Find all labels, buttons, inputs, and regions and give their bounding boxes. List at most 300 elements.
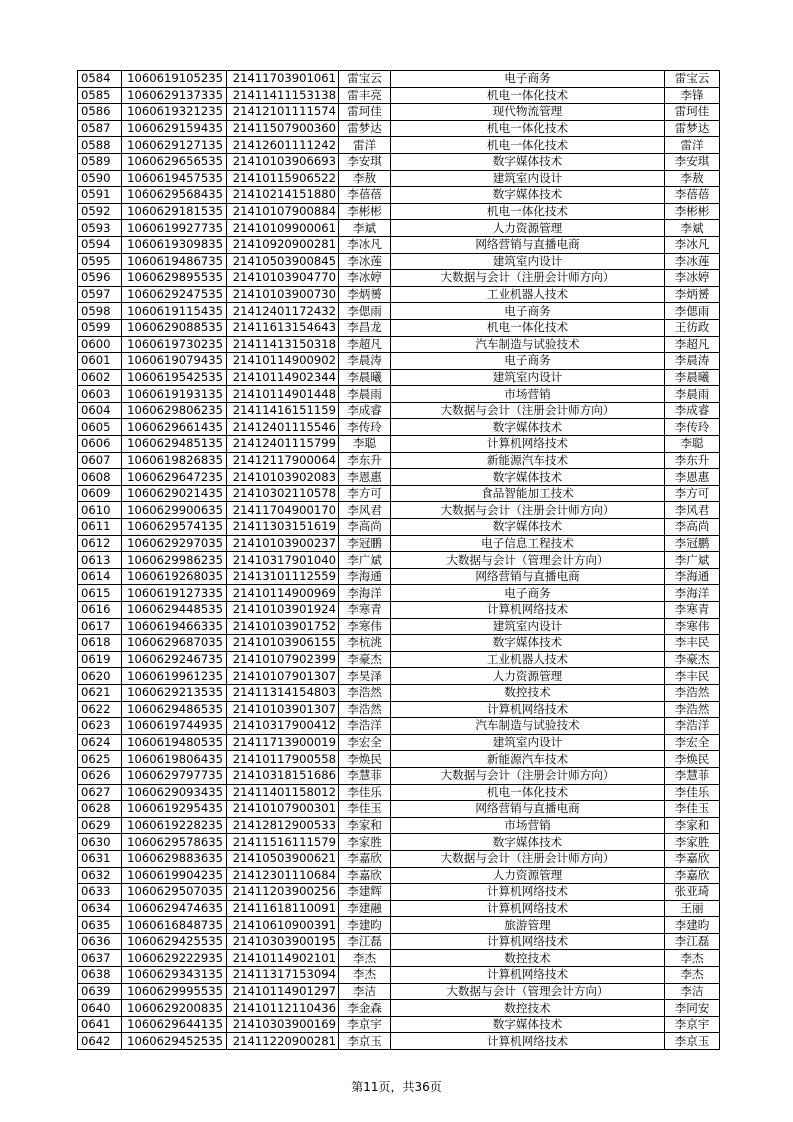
row-exam-id: 1060619295435 bbox=[122, 801, 227, 818]
page-current: 11 bbox=[363, 1080, 379, 1094]
row-student-id: 21410114900969 bbox=[227, 585, 339, 602]
row-signature: 李传玲 bbox=[665, 419, 720, 436]
row-signature: 李京玉 bbox=[665, 1033, 720, 1050]
row-major: 数字媒体技术 bbox=[391, 187, 665, 204]
row-name: 李晨曦 bbox=[339, 369, 391, 386]
row-signature: 李敖 bbox=[665, 170, 720, 187]
row-student-id: 21410109900061 bbox=[227, 220, 339, 237]
row-student-id: 21410107902399 bbox=[227, 651, 339, 668]
table-row bbox=[78, 684, 720, 701]
row-major: 汽车制造与试验技术 bbox=[391, 336, 665, 353]
row-student-id: 21412401115799 bbox=[227, 436, 339, 453]
row-name: 李斌 bbox=[339, 220, 391, 237]
row-seq: 0599 bbox=[78, 319, 122, 336]
row-exam-id: 1060629093435 bbox=[122, 784, 227, 801]
row-name: 李洁 bbox=[339, 983, 391, 1000]
row-exam-id: 1060629661435 bbox=[122, 419, 227, 436]
table-row bbox=[78, 585, 720, 602]
row-name: 李冰凡 bbox=[339, 236, 391, 253]
table-row bbox=[78, 950, 720, 967]
row-student-id: 21410303900195 bbox=[227, 933, 339, 950]
row-student-id: 21411613154643 bbox=[227, 319, 339, 336]
row-major: 数控技术 bbox=[391, 684, 665, 701]
table-row bbox=[78, 187, 720, 204]
row-student-id: 21410103901752 bbox=[227, 618, 339, 635]
table-row bbox=[78, 170, 720, 187]
row-name: 李高尚 bbox=[339, 519, 391, 536]
row-student-id: 21410114902344 bbox=[227, 369, 339, 386]
row-major: 数字媒体技术 bbox=[391, 419, 665, 436]
table-row bbox=[78, 1016, 720, 1033]
row-name: 李东升 bbox=[339, 452, 391, 469]
row-name: 李海通 bbox=[339, 568, 391, 585]
table-row bbox=[78, 436, 720, 453]
row-major: 食品智能加工技术 bbox=[391, 485, 665, 502]
row-exam-id: 1060619806435 bbox=[122, 751, 227, 768]
table-row bbox=[78, 485, 720, 502]
row-seq: 0615 bbox=[78, 585, 122, 602]
row-major: 数字媒体技术 bbox=[391, 1016, 665, 1033]
row-exam-id: 1060629507035 bbox=[122, 884, 227, 901]
row-major: 建筑室内设计 bbox=[391, 618, 665, 635]
row-seq: 0627 bbox=[78, 784, 122, 801]
row-signature: 李慧菲 bbox=[665, 767, 720, 784]
row-student-id: 21410103901924 bbox=[227, 602, 339, 619]
row-student-id: 21410114902101 bbox=[227, 950, 339, 967]
row-major: 数控技术 bbox=[391, 1000, 665, 1017]
row-name: 李昊泽 bbox=[339, 668, 391, 685]
table-row bbox=[78, 104, 720, 121]
row-student-id: 21410117900558 bbox=[227, 751, 339, 768]
table-row bbox=[78, 469, 720, 486]
row-name: 李焕民 bbox=[339, 751, 391, 768]
row-seq: 0609 bbox=[78, 485, 122, 502]
row-student-id: 21410503900845 bbox=[227, 253, 339, 270]
row-student-id: 21410114901448 bbox=[227, 386, 339, 403]
row-major: 大数据与会计（管理会计方向） bbox=[391, 552, 665, 569]
row-seq: 0603 bbox=[78, 386, 122, 403]
row-name: 李佳玉 bbox=[339, 801, 391, 818]
row-name: 李冰莲 bbox=[339, 253, 391, 270]
row-major: 旅游管理 bbox=[391, 917, 665, 934]
row-student-id: 21411703901061 bbox=[227, 71, 339, 88]
row-seq: 0588 bbox=[78, 137, 122, 154]
row-name: 李杰 bbox=[339, 967, 391, 984]
row-name: 李佳乐 bbox=[339, 784, 391, 801]
row-exam-id: 1060629474635 bbox=[122, 900, 227, 917]
row-student-id: 21410103900730 bbox=[227, 286, 339, 303]
row-signature: 李豪杰 bbox=[665, 651, 720, 668]
row-name: 李传玲 bbox=[339, 419, 391, 436]
row-major: 电子信息工程技术 bbox=[391, 535, 665, 552]
row-seq: 0607 bbox=[78, 452, 122, 469]
row-major: 大数据与会计（注册会计师方向） bbox=[391, 502, 665, 519]
row-major: 建筑室内设计 bbox=[391, 170, 665, 187]
row-signature: 李风君 bbox=[665, 502, 720, 519]
row-name: 李安琪 bbox=[339, 153, 391, 170]
row-exam-id: 1060629486535 bbox=[122, 701, 227, 718]
row-exam-id: 1060629986235 bbox=[122, 552, 227, 569]
row-seq: 0594 bbox=[78, 236, 122, 253]
row-major: 电子商务 bbox=[391, 303, 665, 320]
row-signature: 李晨曦 bbox=[665, 369, 720, 386]
row-signature: 张亚琦 bbox=[665, 884, 720, 901]
row-seq: 0635 bbox=[78, 917, 122, 934]
row-exam-id: 1060629181535 bbox=[122, 203, 227, 220]
row-seq: 0626 bbox=[78, 767, 122, 784]
row-signature: 雷珂佳 bbox=[665, 104, 720, 121]
row-exam-id: 1060619105235 bbox=[122, 71, 227, 88]
row-student-id: 21412101111574 bbox=[227, 104, 339, 121]
row-student-id: 21410317901040 bbox=[227, 552, 339, 569]
row-major: 数字媒体技术 bbox=[391, 519, 665, 536]
row-major: 大数据与会计（管理会计方向） bbox=[391, 983, 665, 1000]
row-major: 大数据与会计（注册会计师方向） bbox=[391, 402, 665, 419]
row-name: 雷洋 bbox=[339, 137, 391, 154]
row-student-id: 21410103900237 bbox=[227, 535, 339, 552]
row-student-id: 21410317900412 bbox=[227, 718, 339, 735]
row-name: 雷珂佳 bbox=[339, 104, 391, 121]
row-seq: 0593 bbox=[78, 220, 122, 237]
row-major: 电子商务 bbox=[391, 353, 665, 370]
row-signature: 李彬彬 bbox=[665, 203, 720, 220]
row-exam-id: 1060629247535 bbox=[122, 286, 227, 303]
row-student-id: 21411618110091 bbox=[227, 900, 339, 917]
row-major: 建筑室内设计 bbox=[391, 253, 665, 270]
row-seq: 0595 bbox=[78, 253, 122, 270]
row-name: 李成睿 bbox=[339, 402, 391, 419]
row-student-id: 21411507900360 bbox=[227, 120, 339, 137]
row-major: 市场营销 bbox=[391, 817, 665, 834]
table-body bbox=[78, 71, 720, 1050]
row-major: 计算机网络技术 bbox=[391, 933, 665, 950]
row-signature: 李冰凡 bbox=[665, 236, 720, 253]
row-name: 李浩然 bbox=[339, 684, 391, 701]
table-row bbox=[78, 236, 720, 253]
table-row bbox=[78, 71, 720, 88]
row-signature: 李冰婷 bbox=[665, 270, 720, 287]
table-row bbox=[78, 850, 720, 867]
row-signature: 李宏全 bbox=[665, 734, 720, 751]
row-seq: 0633 bbox=[78, 884, 122, 901]
row-student-id: 21410114900902 bbox=[227, 353, 339, 370]
row-name: 李晨雨 bbox=[339, 386, 391, 403]
row-major: 数字媒体技术 bbox=[391, 834, 665, 851]
table-row bbox=[78, 535, 720, 552]
row-exam-id: 1060629343135 bbox=[122, 967, 227, 984]
row-exam-id: 1060619228235 bbox=[122, 817, 227, 834]
table-row bbox=[78, 353, 720, 370]
row-seq: 0619 bbox=[78, 651, 122, 668]
row-seq: 0589 bbox=[78, 153, 122, 170]
row-exam-id: 1060629425535 bbox=[122, 933, 227, 950]
row-exam-id: 1060619927735 bbox=[122, 220, 227, 237]
row-exam-id: 1060619826835 bbox=[122, 452, 227, 469]
row-student-id: 21410103906155 bbox=[227, 635, 339, 652]
row-student-id: 21410303900169 bbox=[227, 1016, 339, 1033]
table-row bbox=[78, 1033, 720, 1050]
row-signature: 李浩然 bbox=[665, 701, 720, 718]
row-exam-id: 1060619961235 bbox=[122, 668, 227, 685]
table-row bbox=[78, 651, 720, 668]
row-seq: 0592 bbox=[78, 203, 122, 220]
row-major: 网络营销与直播电商 bbox=[391, 236, 665, 253]
row-name: 李嘉欣 bbox=[339, 867, 391, 884]
row-exam-id: 1060629644135 bbox=[122, 1016, 227, 1033]
row-exam-id: 1060629200835 bbox=[122, 1000, 227, 1017]
row-signature: 李东升 bbox=[665, 452, 720, 469]
row-major: 建筑室内设计 bbox=[391, 734, 665, 751]
row-major: 新能源汽车技术 bbox=[391, 452, 665, 469]
row-seq: 0625 bbox=[78, 751, 122, 768]
row-exam-id: 1060629687035 bbox=[122, 635, 227, 652]
row-signature: 李杰 bbox=[665, 950, 720, 967]
row-seq: 0634 bbox=[78, 900, 122, 917]
table-row bbox=[78, 751, 720, 768]
row-seq: 0640 bbox=[78, 1000, 122, 1017]
row-seq: 0610 bbox=[78, 502, 122, 519]
row-seq: 0601 bbox=[78, 353, 122, 370]
row-seq: 0622 bbox=[78, 701, 122, 718]
row-student-id: 21412401172432 bbox=[227, 303, 339, 320]
row-name: 李彬彬 bbox=[339, 203, 391, 220]
row-major: 电子商务 bbox=[391, 585, 665, 602]
row-student-id: 21411303151619 bbox=[227, 519, 339, 536]
row-seq: 0618 bbox=[78, 635, 122, 652]
table-row bbox=[78, 801, 720, 818]
table-row bbox=[78, 701, 720, 718]
row-major: 数字媒体技术 bbox=[391, 635, 665, 652]
row-name: 李杰 bbox=[339, 950, 391, 967]
row-exam-id: 1060619268035 bbox=[122, 568, 227, 585]
row-signature: 李炳赟 bbox=[665, 286, 720, 303]
row-student-id: 21411516111579 bbox=[227, 834, 339, 851]
row-seq: 0616 bbox=[78, 602, 122, 619]
row-student-id: 21410214151880 bbox=[227, 187, 339, 204]
row-signature: 李冠鹏 bbox=[665, 535, 720, 552]
row-name: 李广斌 bbox=[339, 552, 391, 569]
row-signature: 李冰莲 bbox=[665, 253, 720, 270]
row-exam-id: 1060629883635 bbox=[122, 850, 227, 867]
row-name: 李冰婷 bbox=[339, 270, 391, 287]
row-major: 计算机网络技术 bbox=[391, 900, 665, 917]
row-seq: 0617 bbox=[78, 618, 122, 635]
row-signature: 李江磊 bbox=[665, 933, 720, 950]
row-student-id: 21410112110436 bbox=[227, 1000, 339, 1017]
row-seq: 0624 bbox=[78, 734, 122, 751]
row-exam-id: 1060619542535 bbox=[122, 369, 227, 386]
page-suffix: 页 bbox=[429, 1080, 442, 1094]
row-seq: 0597 bbox=[78, 286, 122, 303]
row-name: 李家胜 bbox=[339, 834, 391, 851]
row-signature: 李京宇 bbox=[665, 1016, 720, 1033]
row-student-id: 21413101112559 bbox=[227, 568, 339, 585]
row-student-id: 21410115906522 bbox=[227, 170, 339, 187]
row-exam-id: 1060629222935 bbox=[122, 950, 227, 967]
row-exam-id: 1060629448535 bbox=[122, 602, 227, 619]
row-exam-id: 1060629246735 bbox=[122, 651, 227, 668]
row-signature: 李佳乐 bbox=[665, 784, 720, 801]
page-prefix: 第 bbox=[351, 1080, 364, 1094]
student-list-table bbox=[77, 70, 720, 1050]
row-exam-id: 1060629806235 bbox=[122, 402, 227, 419]
row-major: 电子商务 bbox=[391, 71, 665, 88]
row-name: 李寒青 bbox=[339, 602, 391, 619]
row-signature: 雷宝云 bbox=[665, 71, 720, 88]
row-signature: 李海洋 bbox=[665, 585, 720, 602]
row-signature: 李超凡 bbox=[665, 336, 720, 353]
page-total: 36 bbox=[414, 1080, 430, 1094]
row-student-id: 21412401115546 bbox=[227, 419, 339, 436]
row-signature: 李建昀 bbox=[665, 917, 720, 934]
row-student-id: 21410503900621 bbox=[227, 850, 339, 867]
row-major: 工业机器人技术 bbox=[391, 651, 665, 668]
table-row bbox=[78, 767, 720, 784]
row-exam-id: 1060619321235 bbox=[122, 104, 227, 121]
row-seq: 0639 bbox=[78, 983, 122, 1000]
row-major: 数控技术 bbox=[391, 950, 665, 967]
row-student-id: 21411203900256 bbox=[227, 884, 339, 901]
row-seq: 0598 bbox=[78, 303, 122, 320]
row-seq: 0587 bbox=[78, 120, 122, 137]
row-major: 机电一体化技术 bbox=[391, 137, 665, 154]
row-major: 市场营销 bbox=[391, 386, 665, 403]
table-row bbox=[78, 386, 720, 403]
row-major: 计算机网络技术 bbox=[391, 1033, 665, 1050]
row-signature: 李浩然 bbox=[665, 684, 720, 701]
row-name: 李杭洮 bbox=[339, 635, 391, 652]
row-student-id: 21410107900884 bbox=[227, 203, 339, 220]
table-row bbox=[78, 502, 720, 519]
row-signature: 李海通 bbox=[665, 568, 720, 585]
row-name: 李建昀 bbox=[339, 917, 391, 934]
row-major: 计算机网络技术 bbox=[391, 602, 665, 619]
row-major: 计算机网络技术 bbox=[391, 884, 665, 901]
table-row bbox=[78, 270, 720, 287]
table-row bbox=[78, 369, 720, 386]
row-major: 机电一体化技术 bbox=[391, 784, 665, 801]
row-exam-id: 1060629568435 bbox=[122, 187, 227, 204]
row-student-id: 21411317153094 bbox=[227, 967, 339, 984]
row-seq: 0606 bbox=[78, 436, 122, 453]
row-signature: 王彷政 bbox=[665, 319, 720, 336]
row-student-id: 21411413150318 bbox=[227, 336, 339, 353]
row-major: 大数据与会计（注册会计师方向） bbox=[391, 850, 665, 867]
row-student-id: 21410103906693 bbox=[227, 153, 339, 170]
row-exam-id: 1060619480535 bbox=[122, 734, 227, 751]
table-row bbox=[78, 452, 720, 469]
row-exam-id: 1060629159435 bbox=[122, 120, 227, 137]
row-signature: 李浩洋 bbox=[665, 718, 720, 735]
row-name: 李浩洋 bbox=[339, 718, 391, 735]
table-row bbox=[78, 568, 720, 585]
row-exam-id: 1060629578635 bbox=[122, 834, 227, 851]
row-exam-id: 1060619115435 bbox=[122, 303, 227, 320]
row-major: 数字媒体技术 bbox=[391, 153, 665, 170]
row-signature: 李家胜 bbox=[665, 834, 720, 851]
row-signature: 李蓓蓓 bbox=[665, 187, 720, 204]
row-signature: 李同安 bbox=[665, 1000, 720, 1017]
row-exam-id: 1060629995535 bbox=[122, 983, 227, 1000]
row-exam-id: 1060619079435 bbox=[122, 353, 227, 370]
table-row bbox=[78, 718, 720, 735]
table-row bbox=[78, 303, 720, 320]
row-name: 雷宝云 bbox=[339, 71, 391, 88]
row-student-id: 21411220900281 bbox=[227, 1033, 339, 1050]
row-student-id: 21410103904770 bbox=[227, 270, 339, 287]
row-name: 李慧菲 bbox=[339, 767, 391, 784]
row-signature: 王丽 bbox=[665, 900, 720, 917]
row-name: 李宏全 bbox=[339, 734, 391, 751]
row-student-id: 21410107900301 bbox=[227, 801, 339, 818]
row-seq: 0620 bbox=[78, 668, 122, 685]
row-name: 李恩惠 bbox=[339, 469, 391, 486]
row-student-id: 21412601111242 bbox=[227, 137, 339, 154]
row-exam-id: 1060619486735 bbox=[122, 253, 227, 270]
row-student-id: 21410318151686 bbox=[227, 767, 339, 784]
row-seq: 0628 bbox=[78, 801, 122, 818]
table-row bbox=[78, 1000, 720, 1017]
table-row bbox=[78, 933, 720, 950]
row-seq: 0596 bbox=[78, 270, 122, 287]
row-name: 李超凡 bbox=[339, 336, 391, 353]
row-name: 李江磊 bbox=[339, 933, 391, 950]
table-row bbox=[78, 120, 720, 137]
row-signature: 雷洋 bbox=[665, 137, 720, 154]
row-signature: 李寒伟 bbox=[665, 618, 720, 635]
row-seq: 0638 bbox=[78, 967, 122, 984]
table-row bbox=[78, 784, 720, 801]
row-major: 机电一体化技术 bbox=[391, 203, 665, 220]
row-major: 现代物流管理 bbox=[391, 104, 665, 121]
row-seq: 0636 bbox=[78, 933, 122, 950]
row-exam-id: 1060629895535 bbox=[122, 270, 227, 287]
row-seq: 0614 bbox=[78, 568, 122, 585]
table-row bbox=[78, 668, 720, 685]
row-exam-id: 1060619193135 bbox=[122, 386, 227, 403]
row-student-id: 21410103902083 bbox=[227, 469, 339, 486]
row-seq: 0608 bbox=[78, 469, 122, 486]
row-seq: 0585 bbox=[78, 87, 122, 104]
row-major: 大数据与会计（注册会计师方向） bbox=[391, 767, 665, 784]
row-signature: 李佳玉 bbox=[665, 801, 720, 818]
row-seq: 0590 bbox=[78, 170, 122, 187]
row-seq: 0630 bbox=[78, 834, 122, 851]
page-footer bbox=[0, 1080, 793, 1094]
row-seq: 0641 bbox=[78, 1016, 122, 1033]
row-seq: 0605 bbox=[78, 419, 122, 436]
table-row bbox=[78, 286, 720, 303]
table-row bbox=[78, 635, 720, 652]
row-name: 雷梦达 bbox=[339, 120, 391, 137]
row-signature: 李恩惠 bbox=[665, 469, 720, 486]
table-row bbox=[78, 552, 720, 569]
row-seq: 0600 bbox=[78, 336, 122, 353]
table-row bbox=[78, 137, 720, 154]
table-row bbox=[78, 220, 720, 237]
row-signature: 李聪 bbox=[665, 436, 720, 453]
row-signature: 李嘉欣 bbox=[665, 867, 720, 884]
row-exam-id: 1060629297035 bbox=[122, 535, 227, 552]
row-major: 工业机器人技术 bbox=[391, 286, 665, 303]
row-seq: 0629 bbox=[78, 817, 122, 834]
table-row bbox=[78, 153, 720, 170]
row-signature: 李焕民 bbox=[665, 751, 720, 768]
row-major: 人力资源管理 bbox=[391, 220, 665, 237]
row-student-id: 21411704900170 bbox=[227, 502, 339, 519]
row-exam-id: 1060629088535 bbox=[122, 319, 227, 336]
row-name: 李敖 bbox=[339, 170, 391, 187]
